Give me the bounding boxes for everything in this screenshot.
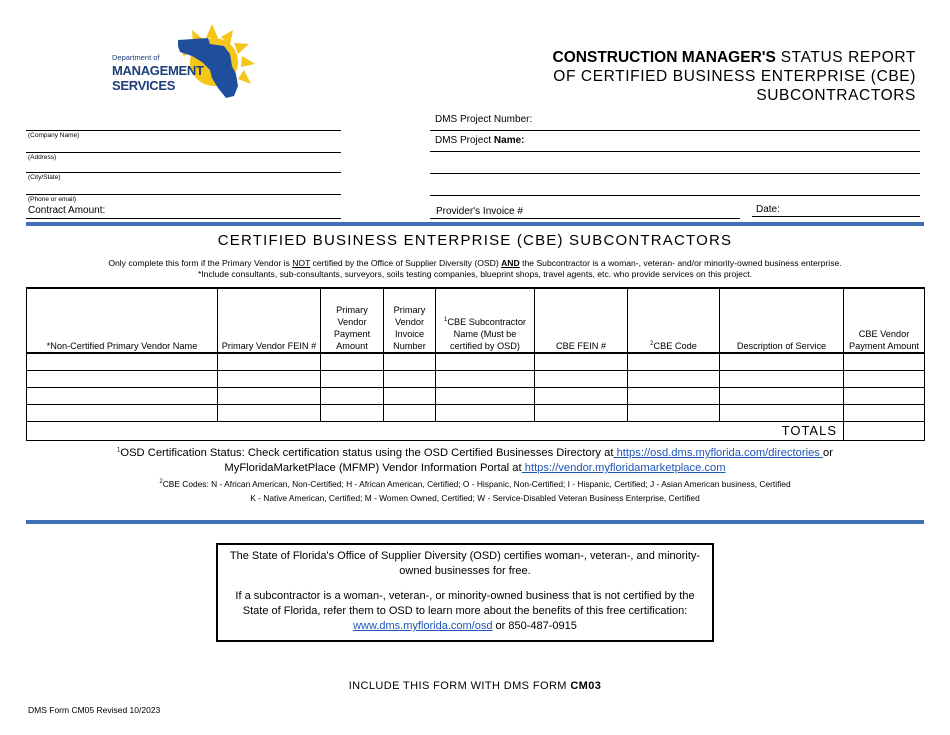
table-cell[interactable]: [436, 353, 535, 371]
mfmp-link[interactable]: https://vendor.myfloridamarketplace.com: [521, 462, 726, 474]
osd-website-link[interactable]: www.dms.myflorida.com/osd: [353, 620, 493, 632]
table-header-row: [27, 288, 925, 353]
city-state-line[interactable]: [26, 172, 341, 173]
osd-sup: 1: [117, 447, 121, 454]
table-row: [27, 353, 925, 371]
table-cell[interactable]: [321, 405, 384, 422]
col-header: CBE FEIN #: [535, 288, 628, 353]
table-cell[interactable]: [321, 388, 384, 405]
table-cell[interactable]: [27, 353, 218, 371]
invoice-line[interactable]: [430, 218, 740, 219]
table-cell[interactable]: [720, 405, 844, 422]
table-cell[interactable]: [384, 405, 436, 422]
cbe-codes-line2: K - Native American, Certified; M - Women Owned, Certified; W - Service-Disabled Veteran Business Enterprise, Certified: [250, 493, 700, 503]
info-para1: The State of Florida's Office of Supplier Diversity (OSD) certifies woman-, veteran-, and minority-owned businesses for free.: [229, 550, 701, 577]
table-cell[interactable]: [27, 388, 218, 405]
report-title: [496, 48, 916, 105]
instruction-and: AND: [501, 258, 520, 268]
section-title: CERTIFIED BUSINESS ENTERPRISE (CBE) SUBCONTRACTORS: [217, 232, 733, 249]
col-header: Primary Vendor Invoice Number: [384, 288, 436, 353]
table-cell[interactable]: [844, 388, 925, 405]
contract-amount-line[interactable]: [26, 218, 341, 219]
table-cell[interactable]: [218, 388, 321, 405]
top-divider-bar: [26, 222, 924, 226]
osd-text-c: MyFloridaMarketPlace (MFMP) Vendor Information Portal at: [224, 462, 522, 474]
table-cell[interactable]: [27, 371, 218, 388]
totals-cell[interactable]: [844, 422, 925, 441]
phone-email-label: (Phone or email): [28, 196, 77, 203]
table-cell[interactable]: [844, 353, 925, 371]
contract-amount-label: Contract Amount:: [28, 205, 106, 216]
dms-logo: [112, 22, 257, 102]
company-line[interactable]: [26, 130, 341, 131]
table-cell[interactable]: [844, 405, 925, 422]
project-name-label: [435, 135, 524, 146]
info-contact: [218, 619, 712, 634]
cbe-codes-text1: CBE Codes: N - African American, Non-Certified; H - African American, Certified; O - Hispanic, Non-Certified; I - Hispanic, Certified; J - Asian American business, Certified: [162, 479, 791, 489]
col-header: $^2$CBE Code: [628, 288, 720, 353]
title-bold: CONSTRUCTION MANAGER'S: [552, 49, 776, 66]
osd-footnote-line1: [0, 447, 950, 459]
instruction-text-b: certified by the Office of Supplier Diversity (OSD): [310, 258, 502, 268]
table-cell[interactable]: [384, 388, 436, 405]
title-line3: SUBCONTRACTORS: [756, 87, 916, 104]
include-form-line: [0, 680, 950, 692]
table-cell[interactable]: [535, 405, 628, 422]
table-cell[interactable]: [720, 353, 844, 371]
table-cell[interactable]: [321, 371, 384, 388]
project-name-line3[interactable]: [430, 195, 920, 196]
col-header: $^1$CBE Subcontractor Name (Must be certified by OSD): [436, 288, 535, 353]
table-cell[interactable]: [720, 388, 844, 405]
title-line2: OF CERTIFIED BUSINESS ENTERPRISE (CBE): [553, 68, 916, 85]
osd-text-b: or: [823, 447, 833, 459]
table-cell[interactable]: [218, 405, 321, 422]
bottom-divider-bar: [26, 520, 924, 524]
table-cell[interactable]: [844, 371, 925, 388]
logo-line3: SERVICES: [112, 78, 176, 93]
osd-directory-link[interactable]: https://osd.dms.myflorida.com/directories: [613, 447, 823, 459]
instruction-text-a: Only complete this form if the Primary Vendor is: [108, 258, 293, 268]
osd-info-box: [216, 543, 714, 642]
project-name-bold: Name:: [493, 135, 525, 146]
instruction-not: NOT: [292, 258, 311, 268]
address-label: (Address): [28, 154, 57, 161]
col-header: CBE Vendor Payment Amount: [844, 288, 925, 353]
phone-email-line[interactable]: [26, 194, 341, 195]
table-cell[interactable]: [436, 371, 535, 388]
osd-text-a: OSD Certification Status: Check certification status using the OSD Certified Businesses Directory at: [120, 447, 614, 459]
date-line[interactable]: [752, 216, 920, 217]
info-para2: If a subcontractor is a woman-, veteran-, or minority-owned business that is not certified by the State of Florida, refer them to OSD to learn more about the benefits of this free certification:: [235, 590, 695, 617]
project-number-line[interactable]: [430, 130, 920, 131]
table-cell[interactable]: [628, 371, 720, 388]
col-header: *Non-Certified Primary Vendor Name: [27, 288, 218, 353]
logo-line2: MANAGEMENT: [112, 63, 204, 78]
table-row: [27, 371, 925, 388]
table-cell[interactable]: [628, 388, 720, 405]
table-cell[interactable]: [628, 353, 720, 371]
table-cell[interactable]: [384, 371, 436, 388]
project-name-prefix: DMS Project: [435, 135, 492, 146]
address-line[interactable]: [26, 152, 341, 153]
instruction-line1: [0, 258, 950, 268]
table-cell[interactable]: [628, 405, 720, 422]
company-label: (Company Name): [28, 132, 80, 139]
totals-label: TOTALS: [27, 422, 844, 441]
instruction-text-c: the Subcontractor is a woman-, veteran- and/or minority-owned business enterprise.: [519, 258, 842, 268]
table-cell[interactable]: [436, 405, 535, 422]
table-row: [27, 388, 925, 405]
cbe-sup: 2: [159, 479, 163, 486]
table-cell[interactable]: [720, 371, 844, 388]
include-text: INCLUDE THIS FORM WITH DMS FORM: [348, 680, 571, 692]
date-label: Date:: [756, 204, 780, 215]
logo-line1: Department of: [112, 53, 160, 62]
table-cell[interactable]: [384, 353, 436, 371]
table-cell[interactable]: [436, 388, 535, 405]
subcontractor-table: [26, 287, 925, 441]
col-header: Description of Service: [720, 288, 844, 353]
cbe-codes-line1: [0, 479, 950, 489]
city-state-label: (City/State): [28, 174, 61, 181]
col-header: Primary Vendor FEIN #: [218, 288, 321, 353]
project-name-line[interactable]: [430, 151, 920, 152]
table-cell[interactable]: [535, 388, 628, 405]
table-cell[interactable]: [218, 353, 321, 371]
table-cell[interactable]: [321, 353, 384, 371]
osd-phone: or 850-487-0915: [492, 620, 577, 632]
col-header: Primary Vendor Payment Amount: [321, 288, 384, 353]
instruction-line2: *Include consultants, sub-consultants, surveyors, soils testing companies, blueprint shops, travel agents, etc. who provide services on this project.: [197, 269, 753, 279]
title-rest: STATUS REPORT: [780, 49, 916, 66]
project-name-line2[interactable]: [430, 173, 920, 174]
osd-footnote-line2: [0, 462, 950, 474]
table-cell[interactable]: [218, 371, 321, 388]
form-id: DMS Form CM05 Revised 10/2023: [28, 705, 161, 715]
table-cell[interactable]: [535, 371, 628, 388]
table-cell[interactable]: [27, 405, 218, 422]
totals-row: [27, 422, 925, 441]
table-row: [27, 405, 925, 422]
project-number-label: DMS Project Number:: [435, 114, 533, 125]
include-form-number: CM03: [570, 680, 602, 692]
invoice-label: Provider's Invoice #: [436, 206, 523, 217]
table-cell[interactable]: [535, 353, 628, 371]
